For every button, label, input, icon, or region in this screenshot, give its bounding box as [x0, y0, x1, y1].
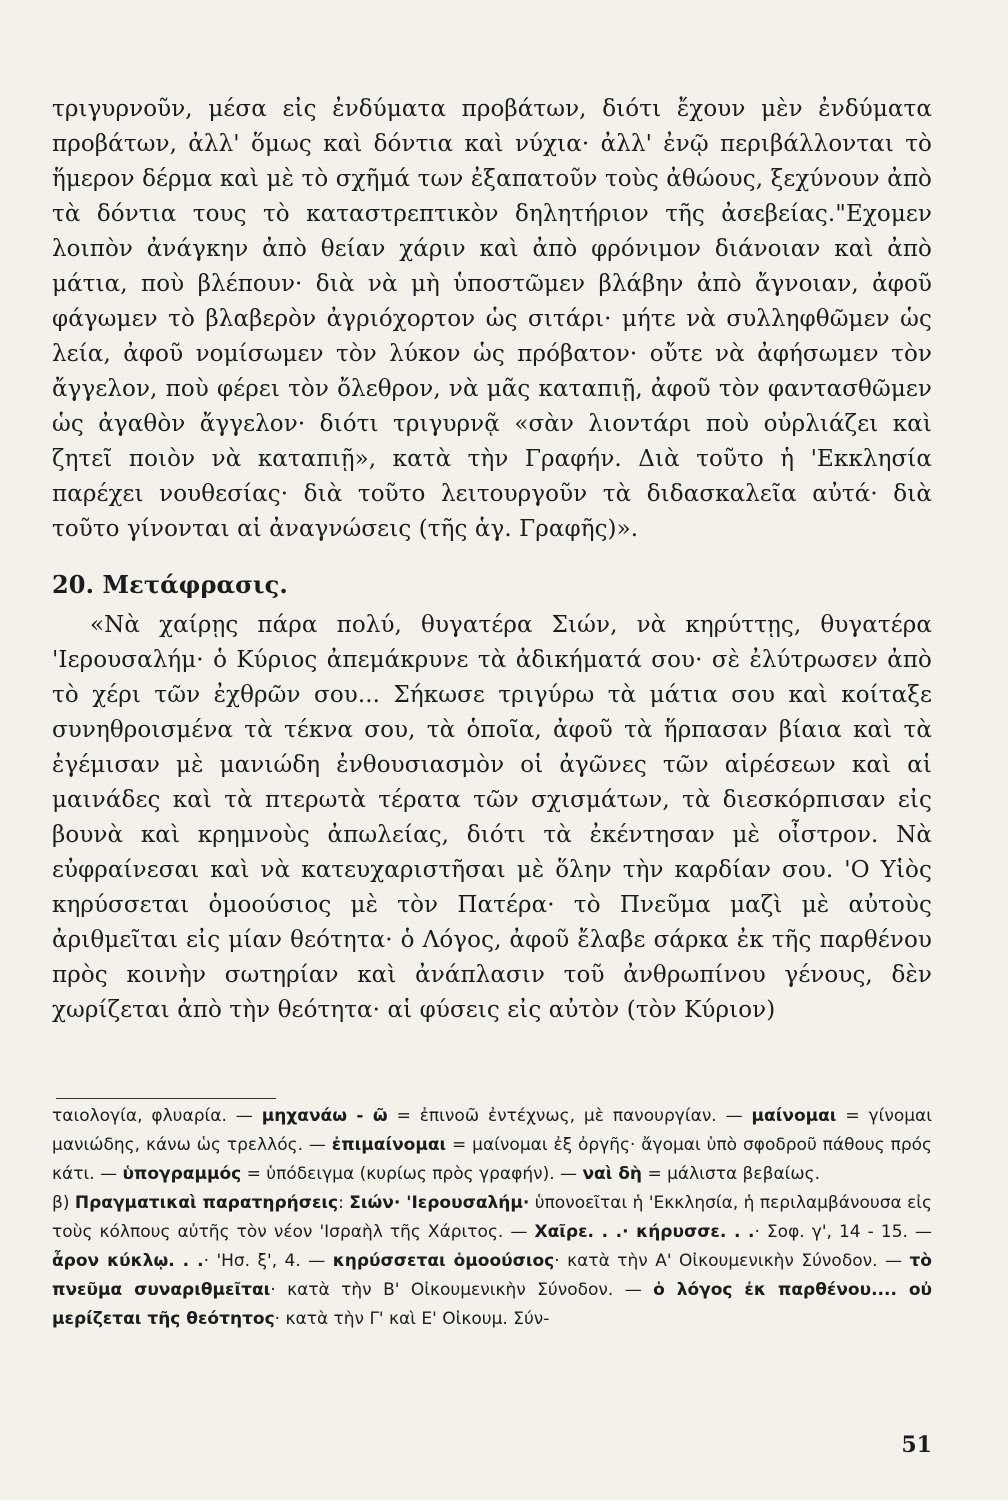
- note-text: = ἐπινοῶ ἐντέχνως, μὲ πανουργίαν. —: [387, 1106, 752, 1126]
- continuation-paragraph: τριγυρνοῦν, μέσα εἰς ἐνδύματα προβάτων, διότι ἔχουν μὲν ἐνδύματα προβάτων, ἀλλ' ὅμως καὶ δόντια καὶ νύχια· ἀλλ' ἐνῷ περιβάλλονται τὸ ἥμερον δέρμα καὶ μὲ τὸ σχῆμά των ἐξαπατοῦν τοὺς ἀθώους, ξεχύνουν ἀπὸ τὰ δόντια τους τὸ καταστρεπτικὸν δηλητήριον τῆς ἀσεβείας."Εχομεν λοιπὸν ἀνάγκην ἀπὸ θείαν χάριν καὶ ἀπὸ φρόνιμον διάνοιαν καὶ ἀπὸ μάτια, ποὺ βλέπουν· διὰ νὰ μὴ ὑποστῶμεν βλάβην ἀπὸ ἄγνοιαν, ἀφοῦ φάγωμεν τὸ βλαβερὸν ἀγριόχορτον ὡς σιτάρι· μήτε νὰ συλληφθῶμεν ὡς λεία, ἀφοῦ νομίσωμεν τὸν λύκον ὡς πρόβατον· οὔτε νὰ ἀφήσωμεν τὸν ἄγγελον, ποὺ φέρει τὸν ὄλεθρον, νὰ μᾶς καταπιῇ, ἀφοῦ τὸν φαντασθῶμεν ὡς ἀγαθὸν ἄγγελον· διότι τριγυρνᾷ «σὰν λιοντάρι ποὺ οὐρλιάζει καὶ ζητεῖ ποιὸν νὰ καταπιῇ», κατὰ τὴν Γραφήν. Διὰ τοῦτο ἡ 'Εκκλησία παρέχει νουθεσίας· διὰ τοῦτο λειτουργοῦν τὰ διδασκαλεῖα αὐτά· διὰ τοῦτο γίνονται αἱ ἀναγνώσεις (τῆς ἁγ. Γραφῆς)».: [52, 96, 932, 542]
- note-text: · 'Ησ. ξ', 4. —: [203, 1251, 333, 1271]
- translation-paragraph: [52, 608, 932, 1028]
- note-text: · κατὰ τὴν Γ' καὶ Ε' Οἰκουμ. Σύν-: [274, 1309, 550, 1329]
- note-text: β): [52, 1193, 75, 1213]
- note-term: ἆρον κύκλῳ. . .: [52, 1251, 204, 1271]
- note-text: = ὑπόδειγμα (κυρίως πρὸς γραφήν). —: [241, 1164, 583, 1184]
- note-text: ταιολογία, φλυαρία. —: [52, 1106, 262, 1126]
- note-term: Πραγματικαὶ παρατηρήσεις: [74, 1193, 339, 1213]
- note-term: ὁ λόγος ἐκ παρθένου.... οὐ μερίζεται τῆς θεότητος: [52, 1280, 932, 1329]
- page-number: 51: [901, 1432, 932, 1458]
- note-text: · Σοφ. γ', 14 - 15. —: [754, 1222, 932, 1242]
- note-text: ὑπονοεῖται ἡ 'Εκκλησία, ἡ περιλαμβάνουσα εἰς τοὺς κόλπους αὐτῆς τὸν νέον 'Ισραὴλ τῆς Χάριτος. —: [52, 1193, 933, 1242]
- note-term: Σιών· 'Ιερουσαλήμ·: [349, 1193, 530, 1213]
- note-term: μηχανάω - ῶ: [261, 1106, 388, 1126]
- note-text: = μάλιστα βεβαίως.: [642, 1164, 821, 1184]
- note-term: ἐπιμαίνομαι: [331, 1135, 447, 1155]
- note-text: = γίνομαι μανιώδης, κάνω ὡς τρελλός. —: [52, 1106, 932, 1155]
- note-term: τὸ πνεῦμα συναριθμεῖται: [52, 1251, 932, 1300]
- note-term: ναὶ δὴ: [582, 1164, 643, 1184]
- translation-text: «Νὰ χαίρῃς πάρα πολύ, θυγατέρα Σιών, νὰ κηρύττῃς, θυγατέρα 'Ιερουσαλήμ· ὁ Κύριος ἀπεμάκρυνε τὰ ἀδικήματά σου· σὲ ἐλύτρωσεν ἀπὸ τὸ χέρι τῶν ἐχθρῶν σου... Σήκωσε τριγύρω τὰ μάτια σου καὶ κοίταξε συνηθροισμένα τὰ τέκνα σου, τὰ ὁποῖα, ἀφοῦ τὰ ἥρπασαν βίαια καὶ τὰ ἐγέμισαν μὲ μανιώδη ἐνθουσιασμὸν οἱ ἀγῶνες τῶν αἱρέσεων καὶ αἱ μαινάδες καὶ τὰ πτερωτὰ τέρατα τῶν σχισμάτων, τὰ διεσκόρπισαν εἰς βουνὰ καὶ κρημνοὺς ἀπωλείας, διότι τὰ ἐκέντησαν μὲ οἶστρον. Νὰ εὐφραίνεσαι καὶ νὰ κατευχαριστῆσαι μὲ ὅλην τὴν καρδίαν σου. 'Ο Υἱὸς κηρύσσεται ὁμοούσιος μὲ τὸν Πατέρα· τὸ Πνεῦμα μαζὶ μὲ αὐτοὺς ἀριθμεῖται εἰς μίαν θεότητα· ὁ Λόγος, ἀφοῦ ἔλαβε σάρκα ἐκ τῆς παρθένου πρὸς κοινὴν σωτηρίαν καὶ ἀνάπλασιν τοῦ ἀνθρωπίνου γένους, δὲν χωρίζεται ἀπὸ τὴν θεότητα· αἱ φύσεις εἰς αὐτὸν (τὸν Κύριον): [52, 612, 932, 1023]
- footnote-glossary: [52, 1102, 932, 1189]
- footnote-remarks: [52, 1189, 932, 1334]
- footnote-divider: [56, 1098, 276, 1099]
- note-term: μαίνομαι: [751, 1106, 837, 1126]
- note-term: κηρύσσεται ὁμοούσιος: [332, 1251, 555, 1271]
- note-term: ὑπογραμμός: [122, 1164, 242, 1184]
- main-text: [52, 92, 932, 1028]
- note-text: · κατὰ τὴν Α' Οἰκουμενικὴν Σύνοδον. —: [554, 1251, 910, 1271]
- footnotes: [52, 1102, 932, 1334]
- note-text: = μαίνομαι ἐξ ὀργῆς· ἄγομαι ὑπὸ σφοδροῦ πάθους πρός κάτι. —: [52, 1135, 932, 1184]
- note-text: · κατὰ τὴν Β' Οἰκουμενικὴν Σύνοδον. —: [270, 1280, 654, 1300]
- note-text: :: [338, 1193, 350, 1213]
- note-term: Χαῖρε. . .· κήρυσσε. . .: [534, 1222, 755, 1242]
- section-heading: 20. Μετάφρασις.: [52, 570, 288, 599]
